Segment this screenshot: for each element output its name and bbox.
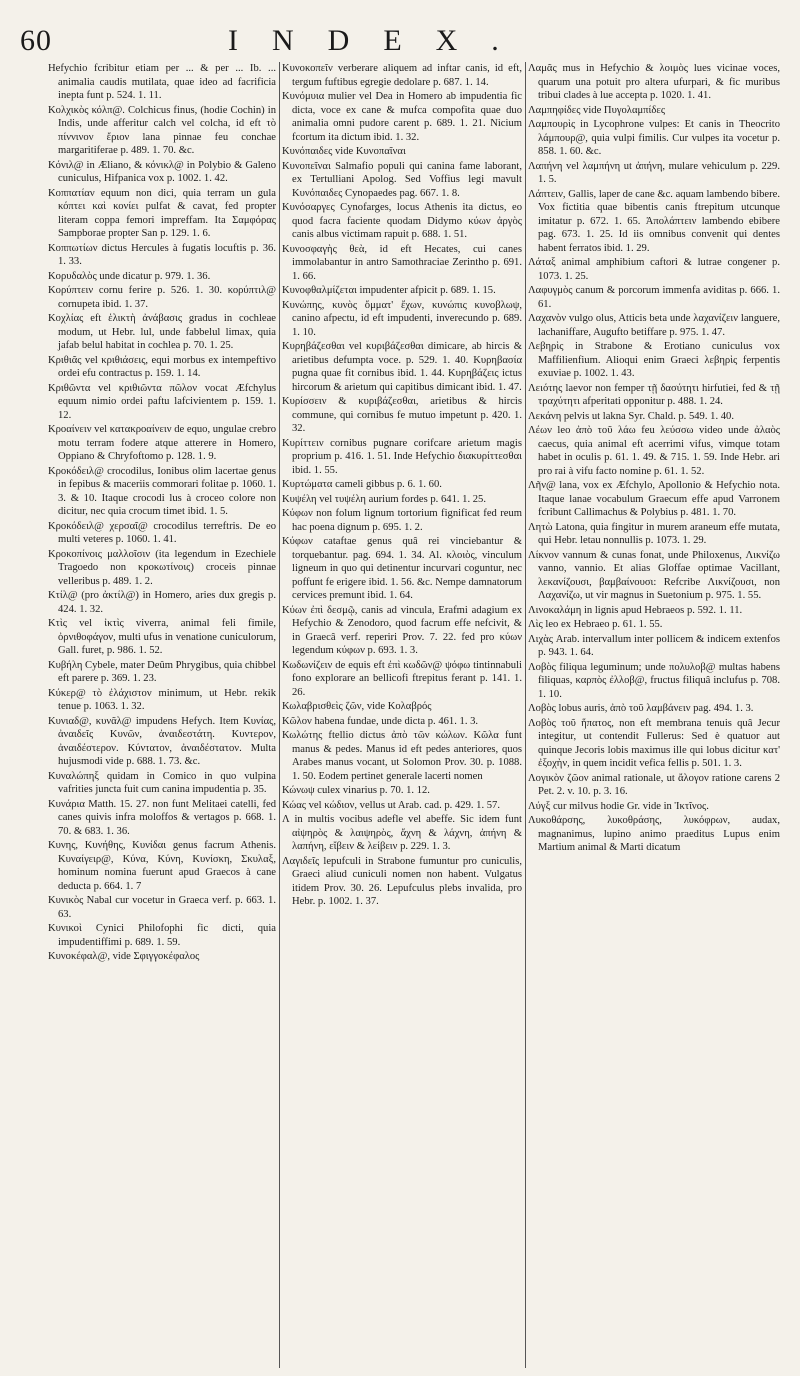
page-number: 60 [20,24,52,57]
index-entry: Κύων ἐπὶ δεσμῷ, canis ad vincula, Erafmi adagium ex Hefychio & Zenodoro, quod facrum effe nefcivit, & in Graecâ verf. reperiri Prov. 7. 22. fed pro κύων legendum κύφων p. 693. 1. 3. [282,604,522,656]
index-entry: Κυνόμυια mulier vel Dea in Homero ab impudentia fic dicta, voce ex cane & mufca compofita quae duo animalia omni pudore carent p. 689. 1. 21. Nicium fcortum ita dictum ibid. 1. 32. [282,91,522,143]
index-entry: Κριθῶντα vel κριθιῶντα πῶλον vocat Æfchylus equum nimio ordei paftu lafcivientem p. 159. 1. 12. [48,382,276,421]
index-entry: Κυνόσαργες Cynofarges, locus Athenis ita dictus, eo quod facra faciente quodam Didymo κύων ἀργὸς canis albus victimam rapuit p. 688. 1. 51. [282,202,522,240]
index-entry: Λαχανὸν vulgo olus, Atticis beta unde λαχανίζειν languere, lachaniffare, Augufto betiffare p. 975. 1. 47. [528,313,780,338]
index-entry: Κυβήλη Cybele, mater Deûm Phrygibus, quia chibbel eft parere p. 369. 1. 23. [48,659,276,684]
index-entry: Λοβὸς lobus auris, ἀπὸ τοῦ λαμβάνειν pag. 494. 1. 3. [528,703,754,714]
index-entry: Κύφων non folum lignum tortorium fignificat fed reum hac poena dignum p. 695. 1. 2. [282,508,522,533]
index-entry: Κυνιαδ@, κυνᾶλ@ impudens Hefych. Item Κυνίας, ἀναιδεῖς Κυνῶν, ἀναιδεστάτη. Κυντερον, ἀναιδέστερον. Κύντατον, ἀναιδέστατον. Multa hujusmodi vide p. 688. 1. 73. &c. [48,715,276,767]
index-entry: Λῆν@ lana, vox ex Æfchylo, Apollonio & Hefychio nota. Itaque lanae vocabulum Graecum effe apud Varronem fcribunt Callimachus & Polybius p. 481. 1. 70. [528,480,780,518]
index-entry: Κυνικοὶ Cynici Philofophi fic dicti, quia impudentiffimi p. 689. 1. 59. [48,923,276,948]
index-entry: Κώνωψ culex vinarius p. 70. 1. 12. [282,785,430,796]
index-entry: Κυρίττειν cornibus pugnare corifcare arietum magis proprium p. 416. 1. 51. Inde Hefychio διακυρίττεσθαι ibid. 1. 55. [282,437,522,476]
index-entry: Κυναλώπηξ quidam in Comico in quo vulpina vafrities juncta fuit cum canina impudentia p. 35. [48,770,276,795]
index-entry: Λὶς leo ex Hebraeo p. 61. 1. 55. [528,619,663,630]
index-entry: Κωδωνίζειν de equis eft ἐπὶ κωδῶν@ ψόφω tintinnabuli fono explorare an bellicofi ftrepitus ferant p. 141. 1. 26. [282,659,522,698]
index-entry: Κωλώτης ftellio dictus ἀπὸ τῶν κώλων. Κῶλα funt manus & pedes. Manus id eft pedes anteriores, quos Arabes manus vocant, ut Solomon Prov. 30. p. 1088. 1. 50. Eodem pertinet generale lacerti nomen [282,730,522,782]
index-entry: Κυρτώματα cameli gibbus p. 6. 1. 60. [282,479,442,490]
index-entry: Λαγιδεῖς lepufculi in Strabone fumuntur pro cuniculis, Graeci aliud cuniculi nomen non habent. Vulgatus itidem Prov. 30. 26. Lepufculus plebs invalida, pro Hebr. p. 1002. 1. 37. [282,855,522,907]
index-entry: Λαπήνη vel λαμπήνη ut ἀπήνη, mulare vehiculum p. 229. 1. 5. [528,160,780,185]
index-entry: Κυψέλη vel τυψέλη aurium fordes p. 641. 1. 25. [282,493,487,505]
index-entry: Κροκόδειλ@ crocodilus, Ionibus olim lacertae genus in fepibus & maceriis commorari folitae p. 1060. 1. 3. & 10. Itaque crocodi lus à croceo colore non dicitur, nec quia crocum timet ibid. 1. 5. [48,465,276,517]
index-entry: Κυνώπης, κυνὸς ὄμματ' ἔχων, κυνώπις κυνοβλωψ, canino afpectu, id eft impudenti, inverecundo p. 689. 1. 10. [282,299,522,338]
index-columns [0,62,800,1368]
index-entry: Κόνιλ@ in Æliano, & κόνικλ@ in Polybio & Galeno cuniculus, Hifpanica vox p. 1002. 1. 42. [48,159,276,184]
index-entry: Κτὶς vel ἰκτὶς viverra, animal feli fimile, ὀρνιθοφάγον, multi ufus in venatione cuniculorum, Gall. furet, p. 986. 1. 52. [48,618,276,656]
index-entry: Κυνάρια Matth. 15. 27. non funt Melitaei catelli, fed canes quivis infra moloffos & vertagos p. 668. 1. 70. & 683. 1. 36. [48,798,276,837]
index-entry: Λειότης laevor non femper τῇ δασύτητι hirfutiei, fed & τῇ τραχύτητι afperitati opponitur p. 488. 1. 24. [528,382,780,407]
index-entry: Κριθιᾶς vel κριθιάσεις, equi morbus ex intempeftivo ordei efu contractus p. 159. 1. 14. [48,354,276,379]
index-entry: Λαμπηφίδες vide Πυγολαμπίδες [528,104,666,116]
index-column-right [528,62,780,1368]
index-entry: Λεβηρὶς in Strabone & Erotiano cuniculus vox Maffilienfium. Alioqui enim Graeci λεβηρὶς ferpentis exuviae p. 1002. 1. 43. [528,341,780,379]
index-entry: Λαμπουρὶς in Lycophrone vulpes: Et canis in Theocrito λάμπουρ@, quia vulpi fimilis. Cur vulpes ita vocetur p. 858. 1. 60. &c. [528,119,780,157]
index-entry: Κυνόπαιδες vide Κυνοπαῖναι [282,146,406,157]
index-entry: Κοππατίαν equum non dici, quia terram un gula κόπτει καὶ κονίει pulfat & cavat, fed propter literam coppa femori impreffam. Ita Σαμφόρας Sampborae propter San p. 129. 1. 6. [48,187,276,239]
index-entry: Κύφων cataftae genus quâ rei vinciebantur & torquebantur. pag. 694. 1. 34. Al. κλοιὸς, vinculum ligneum in quo qui detinentur incurvari coguntur, nec poffunt fe erigere ibid. 1. 56. &c. Nempe damnatorum cervices premunt ibid. 1. 64. [282,536,522,601]
index-entry: Λινοκαλάμη in lignis apud Hebraeos p. 592. 1. 11. [528,604,743,616]
index-entry: Λογικὸν ζῶον animal rationale, ut ἄλογον ratione carens 2 Pet. 2. v. 10. p. 3. 16. [528,772,780,797]
index-entry: Λοβὸς τοῦ ἥπατος, non eft membrana tenuis quâ Jecur integitur, ut contendit Fullerus: Sed è quatuor aut quinque Jecoris lobis maximus ille qui lobus dicitur κατ' ἐξοχὴν, in quem incidit vefica fellis p. 501. 1. 3. [528,717,780,769]
index-entry: Κορυδαλὸς unde dicatur p. 979. 1. 36. [48,270,211,282]
index-entry: Κυνοφθαλμίζεται impudenter afpicit p. 689. 1. 15. [282,285,496,296]
index-entry: Λάταξ animal amphibium caftori & lutrae congener p. 1073. 1. 25. [528,257,780,282]
index-entry: Κροαίνειν vel κατακροαίνειν de equo, ungulae crebro motu terram fodere atque atterere in Homero, Oppiano & Chryfoftomo p. 128. 1. 9. [48,424,276,462]
index-entry: Κολχικὸς κόλπ@. Colchicus finus, (hodie Cochin) in Indis, unde afferitur calch vel colcha, id eft τὸ πίννινον ἔριον lana pinnae feu conchae margaritiferae p. 489. 1. 70. &c. [48,104,276,156]
index-column-left [48,62,276,1368]
index-entry: Λ in multis vocibus adefle vel abeffe. Sic idem funt αἰψηρὸς & λαιψηρὸς, ἄχνη & λάχνη, ἀπήνη & λαπήνη, εἴβειν & λείβειν p. 229. 1. 3. [282,814,522,852]
index-entry: Λητὼ Latona, quia fingitur in murem araneum effe mutata, qui Hebr. letau nonnullis p. 1073. 1. 29. [528,521,780,546]
index-entry: Κορύπτειν cornu ferire p. 526. 1. 30. κορύπτιλ@ cornupeta ibid. 1. 37. [48,285,276,310]
index-entry: Κύκερ@ τὸ ἐλάχιστον minimum, ut Hebr. rekik tenue p. 1063. 1. 32. [48,687,276,712]
index-entry: Λίκνον vannum & cunas fonat, unde Philoxenus, Λικνίζω vanno, vannio. Et alias Gloffae optimae Vacillant, λεκανίζουσι, βαμβαίνουσι: Refcribe Λικνίζουσι, non Λαχανίζω, ut vir magnus in Suetonium p. 975. 1. 55. [528,549,780,601]
index-entry: Κυνικὸς Nabal cur vocetur in Graeca verf. p. 663. 1. 63. [48,895,276,920]
index-entry: Λύγξ cur milvus hodie Gr. vide in Ἰκτῖνος. [528,800,709,812]
index-entry: Κτίλ@ (pro ἀκτίλ@) in Homero, aries dux gregis p. 424. 1. 32. [48,590,276,615]
index-entry: Κροκοπίνοις μαλλοῖσιν (ita legendum in Ezechiele Tragoedo non κροκωτίνοις) croceis pinnae velleribus p. 489. 1. 2. [48,548,276,587]
index-entry: Κυνοκοπεῖν verberare aliquem ad inftar canis, id eft, tergum fuftibus egregie dedolare p. 687. 1. 14. [282,63,522,88]
index-entry: Κωλαβρισθεὶς ζῶν, vide Κολαβρός [282,701,432,712]
index-entry: Λαφυγμὸς canum & porcorum immenfa aviditas p. 666. 1. 61. [528,285,780,310]
index-entry: Λεκάνη pelvis ut lakna Syr. Chald. p. 549. 1. 40. [528,410,734,422]
index-column-middle [282,62,522,1368]
index-entry: Λυκοθάρσης, λυκοθράσης, λυκόφρων, audax, magnanimus, lupino animo praeditus Lupus enim Martium animal & Marti dicatum [528,815,780,853]
index-entry: Λαμᾶς mus in Hefychio & λοιμὸς lues vicinae voces, quarum una potuit pro altera ufurpari, & fic muribus tribui clades à lue accepta p. 1020. 1. 41. [528,63,780,101]
index-entry: Hefychio fcribitur etiam per ... & per ... Ib. ... animalia caudis mutilata, quae ideo ad facrificia inepta funt p. 524. 1. 11. [48,63,276,101]
index-entry: Κυρίσσειν & κυριβάζεσθαι, arietibus & hircis commune, qui cornibus fe mutuo impetunt p. 420. 1. 32. [282,396,522,434]
index-entry: Κοππωτίων dictus Hercules à fugatis locuftis p. 36. 1. 33. [48,242,276,267]
index-entry: Κῶλον habena fundae, unde dicta p. 461. 1. 3. [282,715,479,727]
index-entry: Κοχλίας eft ἑλικτὴ ἀνάβασις gradus in cochleae modum, ut Hebr. lul, unde fabbelul limax, quia jafab belul habitat in cochlea p. 70. 1. 25. [48,313,276,351]
index-entry: Λέων leo ἀπὸ τοῦ λάω feu λεύσσω video unde ἀλαὸς caecus, quia animal eft acerrimi vifus, vimque totam habet in oculis p. 61. 1. 49. & 715. 1. 59. Inde Hebr. ari pro rai à vifu facto nomine p. 61. 1. 52. [528,425,780,477]
index-entry: Κυρηβάζεσθαι vel κυριβάζεσθαι dimicare, ab hircis & arietibus defumpta voce. p. 529. 1. 40. Κυρηβασία pugna quae fit cornibus ibid. 1. 44. Κυρηβάζεις ictus hircorum & arietum qui capitibus dimicant ibid. 1. 47. [282,341,522,393]
index-entry: Κυνοκέφαλ@, vide Σφιγγοκέφαλος [48,951,200,962]
running-head: INDEX. [228,24,533,57]
index-entry: Λιχὰς Arab. intervallum inter pollicem & indicem extenfos p. 943. 1. 64. [528,633,780,658]
index-entry: Λοβὸς filiqua leguminum; unde πολυλοβ@ multas habens filiquas, καρπὸς ἐλλοβ@, fructus filiquâ inclufus p. 708. 1. 10. [528,661,780,700]
index-entry: Λάπτειν, Gallis, laper de cane &c. aquam lambendo bibere. Vox fictitia quae bibentis canis ftrepitum utcunque imitatur p. 672. 1. 65. Ἀπολάπτειν lambendo ebibere pag. 673. 1. 25. Id iis omnibus convenit qui dentes habent ferratos ibid. 1. 29. [528,188,780,254]
index-entry: Κώας vel κώδιον, vellus ut Arab. cad. p. 429. 1. 57. [282,799,501,811]
index-entry: Κυνοπεῖναι Salmafio populi qui canina fame laborant, ex Tertulliani Apolog. Sed Voffius legi mavult Κυνόπαιδες Cynopaedes pag. 667. 1. 8. [282,160,522,199]
index-entry: Κυνης, Κυνήθης, Κυνίδαι genus facrum Athenis. Κυναίγειρ@, Κύνα, Κύνη, Κυνίσκη, Σκυλαξ, hominum nomina fuerunt apud Graecos à cane deducta p. 664. 1. 7 [48,840,276,892]
index-entry: Κροκόδειλ@ χερσαῖ@ crocodilus terreftris. De eo multi veteres p. 1060. 1. 41. [48,520,276,545]
index-entry: Κυνοσφαγὴς θεὰ, id eft Hecates, cui canes immolabantur in antro Samothraciae Zerintho p. 691. 1. 66. [282,243,522,282]
page-header [0,16,800,60]
